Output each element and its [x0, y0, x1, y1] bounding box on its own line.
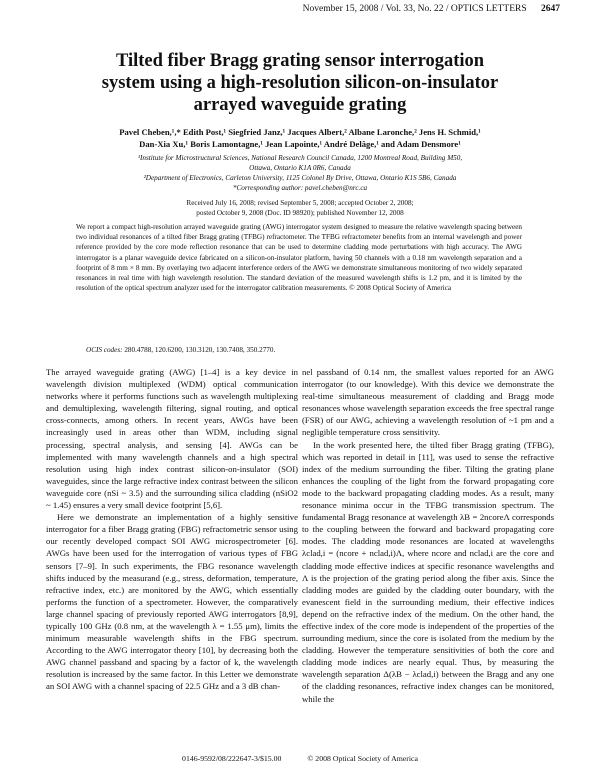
page-footer — [0, 754, 600, 763]
author-list — [40, 126, 560, 150]
ocis-label: OCIS codes: — [86, 346, 123, 354]
affiliation-line-2: Ottawa, Ontario K1A 0R6, Canada — [249, 164, 351, 172]
ocis-code-list: 280.4788, 120.6200, 130.3120, 130.7408, 350.2770. — [124, 346, 276, 354]
ocis-codes — [86, 346, 275, 354]
title-line-3: arrayed waveguide grating — [193, 95, 407, 115]
left-column — [46, 366, 298, 693]
affiliation-line-3: ²Department of Electronics, Carleton University, 1125 Colonel By Drive, Ottawa, Ontario K1S 5B6, Canada — [143, 174, 457, 182]
right-column — [302, 366, 554, 705]
corresponding-author: *Corresponding author: pavel.cheben@nrc.ca — [232, 184, 368, 192]
body-paragraph: nel passband of 0.14 nm, the smallest values reported for an AWG interrogator (to our knowledge). With this device we demonstrate the real-time simultaneous measurement of cladding and Bragg mode resonances whose wavelength separation exceeds the free spectral range (FSR) of our AWG, achieving a wavelength resolution of ~1 pm and a negligible temperature cross sensitivity. — [302, 367, 554, 438]
body-paragraph: In the work presented here, the tilted fiber Bragg grating (TFBG), which was reported in detail in [11], was used to sense the refractive index of the medium surrounding the fiber. Tilting the grating plane enhances the coupling of the light from the forward propagating core mode to the backward propagating cladding modes. As a result, many resonance minima occur in the TFBG transmission spectrum. The fundamental Bragg resonance at wavelength λB = 2ncoreΛ corresponds to the coupling between the forward and backward propagating core modes. The cladding mode resonances are located at wavelengths λclad,i = (ncore + nclad,i)Λ, where ncore and nclad,i are the core and cladding mode effective indices at specific resonance wavelengths and Λ is the projection of the grating period along the fiber axis. Since the cladding modes are guided by the cladding outer boundary, with the evanescent field in the surrounding medium, their effective indices depend on the refractive index of the medium. On the other hand, the effective index of the core mode is independent of the properties of the surrounding medium, since the core is isolated from the medium by the cladding. However the temperature sensitivities of both the core and cladding mode indices are nearly equal. Thus, by measuring the wavelength separation Δ(λB − λclad,i) between the Bragg and any one of the cladding resonances, refractive index changes can be monitored, while the — [302, 439, 554, 704]
journal-line: November 15, 2008 / Vol. 33, No. 22 / OPTICS LETTERS — [302, 4, 527, 14]
affiliation-line-1: ¹Institute for Microstructural Sciences, National Research Council Canada, 1200 Montreal Road, Building M50, — [137, 154, 463, 162]
paper-title — [40, 50, 560, 116]
author-line-1: Pavel Cheben,¹,* Edith Post,¹ Siegfried Janz,¹ Jacques Albert,² Albane Laronche,² Jens H. Schmid,¹ — [119, 127, 481, 137]
copyright: © 2008 Optical Society of America — [307, 754, 418, 763]
author-line-2: Dan-Xia Xu,¹ Boris Lamontagne,¹ Jean Lapointe,¹ André Delâge,¹ and Adam Densmore¹ — [139, 139, 461, 149]
affiliations — [40, 153, 560, 193]
received-line-2: posted October 9, 2008 (Doc. ID 98920); published November 12, 2008 — [196, 209, 404, 217]
abstract: We report a compact high-resolution arrayed waveguide grating (AWG) interrogator system designed to measure the relative wavelength spacing between two individual resonances of a tilted fiber Bragg grating (TFBG) refractometer. The TFBG refractometer benefits from an internal wavelength and power reference provided by the core mode reflection resonance that can be used to determine cladding mode perturbations with high accuracy. The AWG interrogator is a planar waveguide device fabricated on a silicon-on-insulator platform, having 50 channels with a 0.18 nm wavelength separation and a footprint of 8 mm × 8 mm. By overlaying two adjacent interference orders of the AWG we demonstrate simultaneous monitoring of two widely separated resonances in real time with high wavelength resolution. The standard deviation of the measured wavelength shifts is 1.2 pm, and it is limited by the resolution of the optical spectrum analyzer used for the interrogator calibration measurements. © 2008 Optical Society of America — [76, 223, 522, 293]
title-line-2: system using a high-resolution silicon-on-insulator — [101, 73, 499, 93]
body-paragraph: Here we demonstrate an implementation of a highly sensitive interrogator for a fiber Bragg grating (FBG) refractometric sensor using our recently developed compact SOI AWG microspectrometer [6]. AWGs have been used for the interrogation of various types of FBG sensors [7–9]. In such experiments, the FBG resonance wavelength shifts induced by the measurand (e.g., stress, deformation, temperature, refractive index, etc.) are monitored by the AWG, which essentially performs the function of a spectrometer. However, the comparatively large channel spacing of previously reported AWG interrogators [8,9], typically 100 GHz (0.8 nm, at the wavelength λ = 1.55 μm), limits the minimum measurable wavelength shifts in the FBG spectrum. According to the AWG interrogator theory [10], by decreasing both the AWG channel passband and spacing by a factor of k, the wavelength resolution is increased by the same factor. In this Letter we demonstrate an SOI AWG with a channel spacing of 22.5 GHz and a 3 dB chan- — [46, 512, 298, 692]
doc-code: 0146-9592/08/222647-3/$15.00 — [182, 754, 282, 763]
body-paragraph: The arrayed waveguide grating (AWG) [1–4] is a key device in wavelength division multiplexed (WDM) optical communication networks where it performs functions such as wavelength multiplexing and demultiplexing, wavelength filtering, signal routing, and optical cross-connects, among others. In recent years, AWGs have been increasingly used in areas other than WDM, including signal processing, spectral analysis, and sensing [4]. AWGs can be implemented with many wavelength channels and a high spectral resolution using high index contrast silicon-on-insulator (SOI) waveguides, since the large refractive index contrast between the silicon waveguide core (nSi ~ 3.5) and the surrounding silica cladding (nSiO2 ~ 1.45) ensures a very small device footprint [5,6]. — [46, 367, 298, 511]
received-line-1: Received July 16, 2008; revised September 5, 2008; accepted October 2, 2008; — [186, 199, 414, 207]
running-header — [303, 4, 560, 14]
title-line-1: Tilted fiber Bragg grating sensor interrogation — [115, 51, 485, 71]
received-dates — [40, 198, 560, 218]
page-number: 2647 — [541, 4, 560, 14]
